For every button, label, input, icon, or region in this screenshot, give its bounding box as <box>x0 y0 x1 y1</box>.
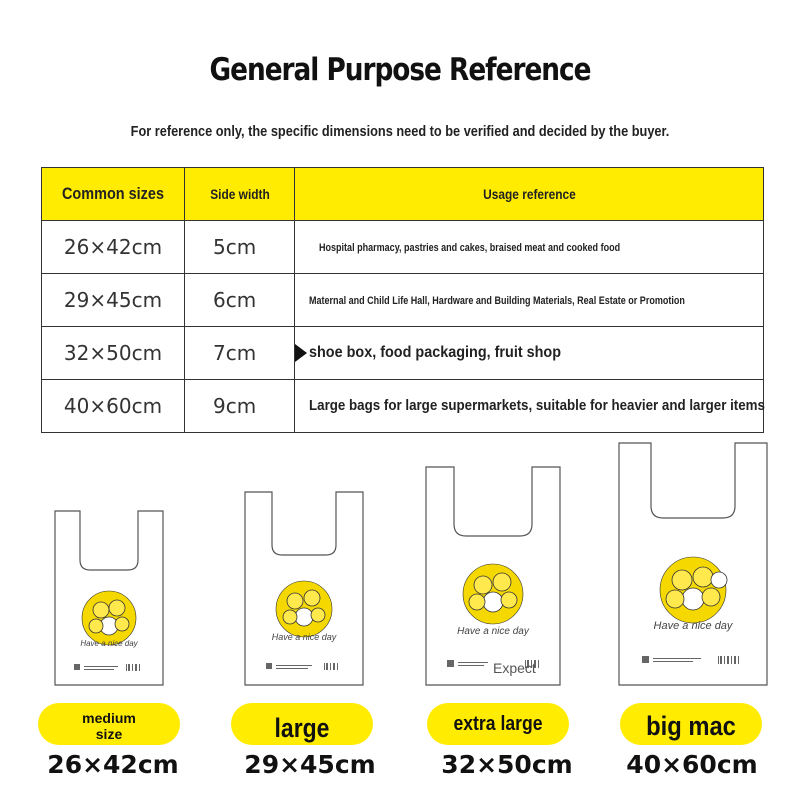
table-row <box>42 380 764 433</box>
bag-print-text: Have a nice day <box>80 639 138 648</box>
header-common-sizes: Common sizes <box>42 168 185 221</box>
side-width-cell: 7cm <box>185 327 295 380</box>
smiley-cluster-icon <box>82 591 136 645</box>
size-cell: 32×50cm <box>42 327 185 380</box>
size-pill-large: large <box>231 703 373 745</box>
side-width-cell: 5cm <box>185 221 295 274</box>
usage-cell: shoe box, food packaging, fruit shop <box>295 327 764 380</box>
smiley-cluster-icon <box>276 581 332 637</box>
size-pill-extra-large: extra large <box>427 703 569 745</box>
table-row <box>42 221 764 274</box>
side-width-cell: 6cm <box>185 274 295 327</box>
smiley-cluster-icon <box>463 564 523 624</box>
size-cell: 26×42cm <box>42 221 185 274</box>
side-width-cell: 9cm <box>185 380 295 433</box>
page-subtitle: For reference only, the specific dimensions need to be verified and decided by the buyer. <box>130 124 670 140</box>
usage-cell: Large bags for large supermarkets, suitable for heavier and larger items <box>295 380 764 433</box>
size-pill-big-mac: big mac <box>620 703 762 745</box>
header-usage-reference: Usage reference <box>295 168 764 221</box>
bag-dimensions: 32×50cm <box>441 750 573 779</box>
table-header-row <box>42 168 764 221</box>
bag-print-text: Have a nice day <box>457 626 529 637</box>
bag-dimensions: 40×60cm <box>626 750 758 779</box>
table-row <box>42 327 764 380</box>
table-row <box>42 274 764 327</box>
page-title: General Purpose Reference <box>209 52 591 88</box>
header-side-width: Side width <box>185 168 295 221</box>
bag-image-extra-large <box>425 466 561 686</box>
size-pill-medium: medium size <box>38 703 180 745</box>
bag-image-big-mac <box>618 442 768 686</box>
bag-image-medium <box>54 510 164 686</box>
smiley-cluster-icon <box>660 557 727 623</box>
bag-dimensions: 29×45cm <box>244 750 376 779</box>
watermark-text: Expect <box>493 660 536 676</box>
size-cell: 40×60cm <box>42 380 185 433</box>
bag-dimensions: 26×42cm <box>47 750 179 779</box>
bag-print-text: Have a nice day <box>653 620 733 632</box>
usage-cell: Hospital pharmacy, pastries and cakes, braised meat and cooked food <box>295 221 764 274</box>
bag-image-large <box>244 491 364 686</box>
size-cell: 29×45cm <box>42 274 185 327</box>
size-reference-table <box>41 167 764 433</box>
arrow-icon <box>295 344 307 362</box>
usage-cell: Maternal and Child Life Hall, Hardware and Building Materials, Real Estate or Promotion <box>295 274 764 327</box>
bag-print-text: Have a nice day <box>271 632 337 642</box>
